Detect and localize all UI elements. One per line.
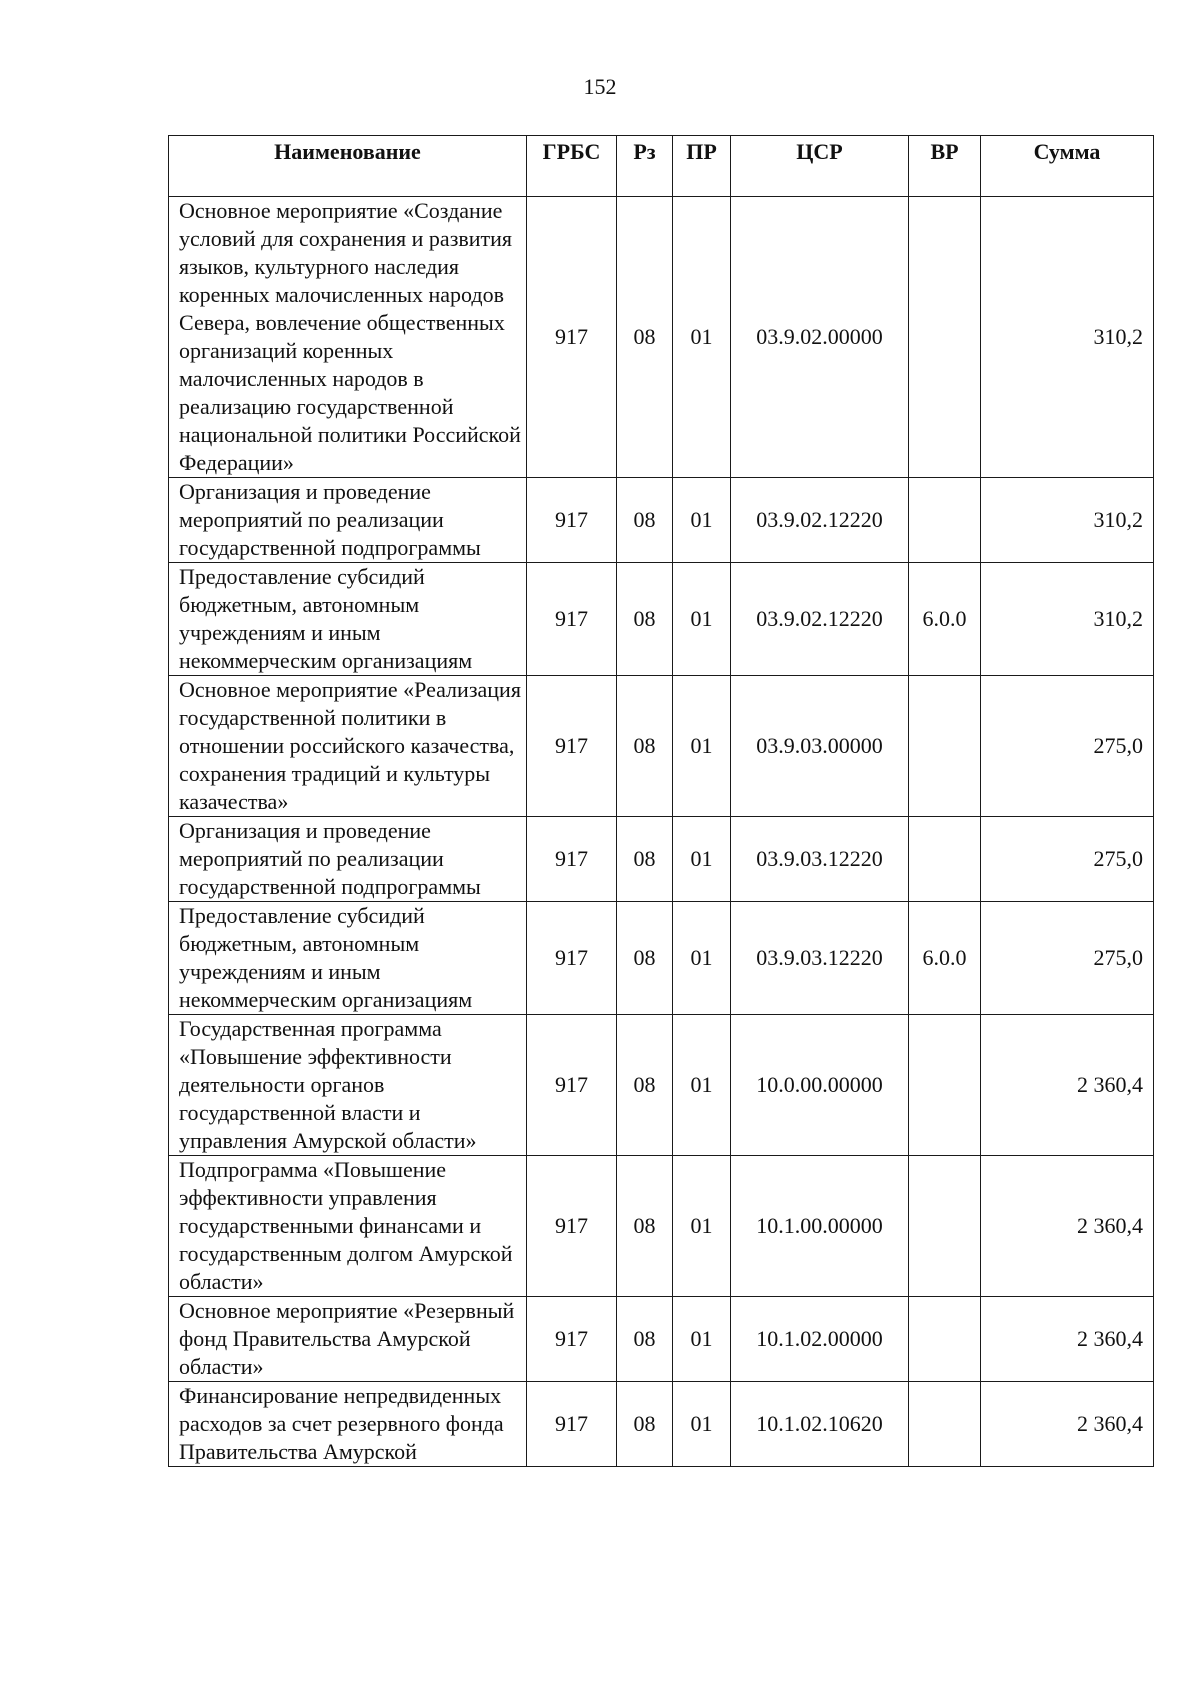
cell-name: Основное мероприятие «Реализация государственной политики в отношении российского казачества, сохранения традиций и культуры казачества» [169,676,527,817]
cell-grbs: 917 [527,197,617,478]
cell-sum: 2 360,4 [981,1156,1154,1297]
page-number: 152 [583,74,617,99]
table-row [169,478,1154,563]
cell-name: Организация и проведение мероприятий по реализации государственной подпрограммы [169,817,527,902]
cell-pr: 01 [673,1382,731,1467]
cell-name: Государственная программа «Повышение эффективности деятельности органов государственной власти и управления Амурской области» [169,1015,527,1156]
cell-grbs: 917 [527,1015,617,1156]
table-row [169,1297,1154,1382]
cell-csr: 03.9.02.12220 [731,563,909,676]
cell-vr: 6.0.0 [909,563,981,676]
cell-name: Предоставление субсидий бюджетным, автономным учреждениям и иным некоммерческим организациям [169,902,527,1015]
cell-pr: 01 [673,1156,731,1297]
cell-pr: 01 [673,817,731,902]
header-name: Наименование [169,136,527,197]
cell-csr: 03.9.03.12220 [731,902,909,1015]
cell-vr [909,1382,981,1467]
table-row [169,197,1154,478]
cell-csr: 10.1.02.00000 [731,1297,909,1382]
table-header-row [169,136,1154,197]
cell-vr [909,197,981,478]
table-row [169,563,1154,676]
cell-name: Финансирование непредвиденных расходов за счет резервного фонда Правительства Амурской [169,1382,527,1467]
cell-vr [909,478,981,563]
cell-rz: 08 [617,1382,673,1467]
cell-csr: 03.9.02.00000 [731,197,909,478]
cell-pr: 01 [673,478,731,563]
cell-name: Предоставление субсидий бюджетным, автономным учреждениям и иным некоммерческим организациям [169,563,527,676]
cell-sum: 310,2 [981,197,1154,478]
cell-rz: 08 [617,676,673,817]
cell-vr [909,1297,981,1382]
cell-pr: 01 [673,676,731,817]
cell-rz: 08 [617,563,673,676]
cell-grbs: 917 [527,478,617,563]
cell-csr: 03.9.03.12220 [731,817,909,902]
cell-grbs: 917 [527,902,617,1015]
table-row [169,1382,1154,1467]
budget-table [168,135,1154,1467]
table-row [169,902,1154,1015]
cell-grbs: 917 [527,1156,617,1297]
cell-sum: 310,2 [981,563,1154,676]
table-row [169,1015,1154,1156]
cell-rz: 08 [617,478,673,563]
header-vr: ВР [909,136,981,197]
cell-sum: 2 360,4 [981,1297,1154,1382]
header-rz: Рз [617,136,673,197]
cell-pr: 01 [673,197,731,478]
cell-csr: 03.9.03.00000 [731,676,909,817]
cell-sum: 2 360,4 [981,1015,1154,1156]
cell-grbs: 917 [527,1382,617,1467]
cell-vr [909,1015,981,1156]
cell-vr [909,817,981,902]
cell-sum: 275,0 [981,902,1154,1015]
table-row [169,676,1154,817]
cell-rz: 08 [617,1156,673,1297]
cell-name: Организация и проведение мероприятий по реализации государственной подпрограммы [169,478,527,563]
cell-sum: 2 360,4 [981,1382,1154,1467]
cell-vr: 6.0.0 [909,902,981,1015]
cell-sum: 275,0 [981,676,1154,817]
cell-grbs: 917 [527,676,617,817]
table-row [169,1156,1154,1297]
cell-vr [909,1156,981,1297]
cell-csr: 03.9.02.12220 [731,478,909,563]
cell-csr: 10.1.00.00000 [731,1156,909,1297]
cell-name: Подпрограмма «Повышение эффективности управления государственными финансами и государственным долгом Амурской области» [169,1156,527,1297]
cell-csr: 10.0.00.00000 [731,1015,909,1156]
cell-rz: 08 [617,1297,673,1382]
cell-grbs: 917 [527,563,617,676]
cell-pr: 01 [673,563,731,676]
header-sum: Сумма [981,136,1154,197]
header-csr: ЦСР [731,136,909,197]
cell-vr [909,676,981,817]
cell-grbs: 917 [527,817,617,902]
cell-rz: 08 [617,902,673,1015]
cell-sum: 275,0 [981,817,1154,902]
cell-grbs: 917 [527,1297,617,1382]
cell-rz: 08 [617,817,673,902]
header-grbs: ГРБС [527,136,617,197]
cell-pr: 01 [673,1297,731,1382]
cell-name: Основное мероприятие «Резервный фонд Правительства Амурской области» [169,1297,527,1382]
cell-rz: 08 [617,1015,673,1156]
cell-pr: 01 [673,902,731,1015]
header-pr: ПР [673,136,731,197]
cell-rz: 08 [617,197,673,478]
cell-sum: 310,2 [981,478,1154,563]
table-row [169,817,1154,902]
cell-pr: 01 [673,1015,731,1156]
cell-csr: 10.1.02.10620 [731,1382,909,1467]
cell-name: Основное мероприятие «Создание условий для сохранения и развития языков, культурного наследия коренных малочисленных народов Севера, вовлечение общественных организаций коренных малочисленных народов в реализацию государственной национальной политики Российской Федерации» [169,197,527,478]
